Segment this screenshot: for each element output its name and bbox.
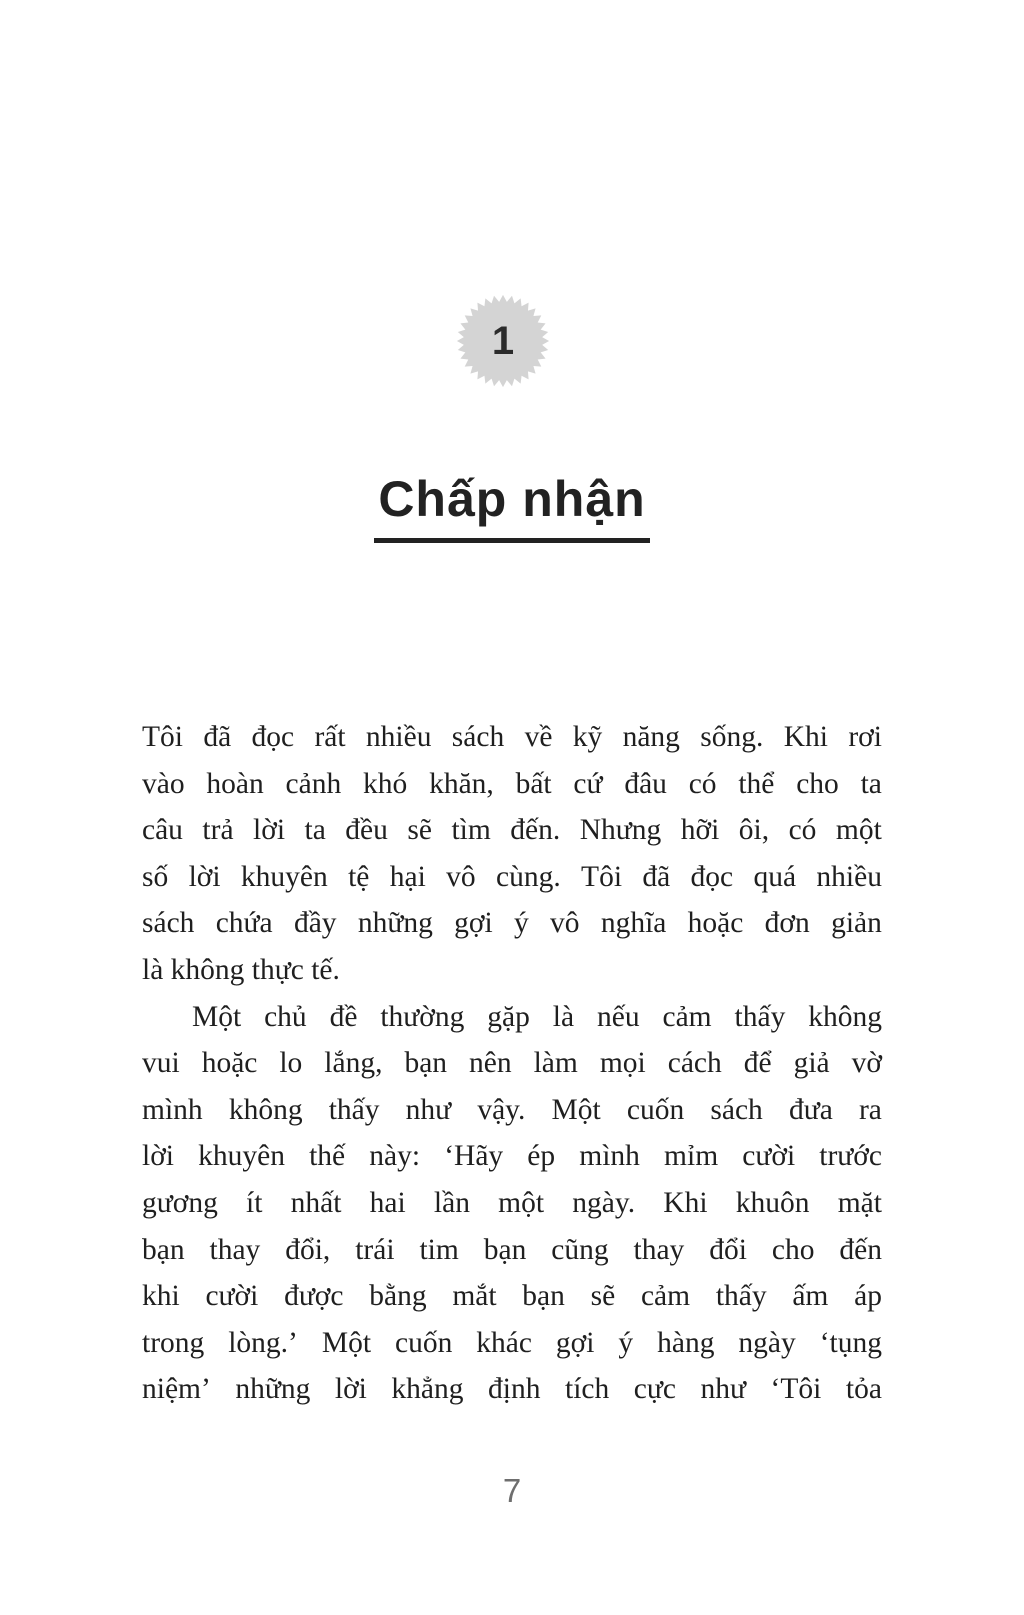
body-line: niệm’ những lời khẳng định tích cực như ‘Tôi tỏa [142,1373,882,1406]
chapter-title: Chấp nhận [374,470,649,543]
body-text [142,714,882,1413]
body-line: mình không thấy như vậy. Một cuốn sách đưa ra [142,1093,882,1126]
body-line: bạn thay đổi, trái tim bạn cũng thay đổi cho đến [142,1233,882,1266]
chapter-number: 1 [491,318,515,363]
chapter-badge [455,293,551,389]
chapter-heading [0,470,1024,543]
body-line: gương ít nhất hai lần một ngày. Khi khuôn mặt [142,1186,882,1219]
body-line: vào hoàn cảnh khó khăn, bất cứ đâu có thể cho ta [142,767,882,800]
body-line: số lời khuyên tệ hại vô cùng. Tôi đã đọc quá nhiều [142,860,882,893]
page-number: 7 [502,1472,522,1509]
body-line: Một chủ đề thường gặp là nếu cảm thấy không [192,1000,882,1033]
body-line: vui hoặc lo lắng, bạn nên làm mọi cách để giả vờ [142,1047,882,1080]
body-line: câu trả lời ta đều sẽ tìm đến. Nhưng hỡi ôi, có một [142,814,882,847]
body-line: là không thực tế. [142,953,340,986]
body-line: lời khuyên thế này: ‘Hãy ép mình mỉm cười trước [142,1140,882,1173]
body-line: trong lòng.’ Một cuốn khác gợi ý hàng ngày ‘tụng [142,1326,882,1359]
body-line: khi cười được bằng mắt bạn sẽ cảm thấy ấm áp [142,1280,882,1313]
body-line: sách chứa đầy những gợi ý vô nghĩa hoặc đơn giản [142,907,882,940]
body-line: Tôi đã đọc rất nhiều sách về kỹ năng sống. Khi rơi [142,721,882,753]
